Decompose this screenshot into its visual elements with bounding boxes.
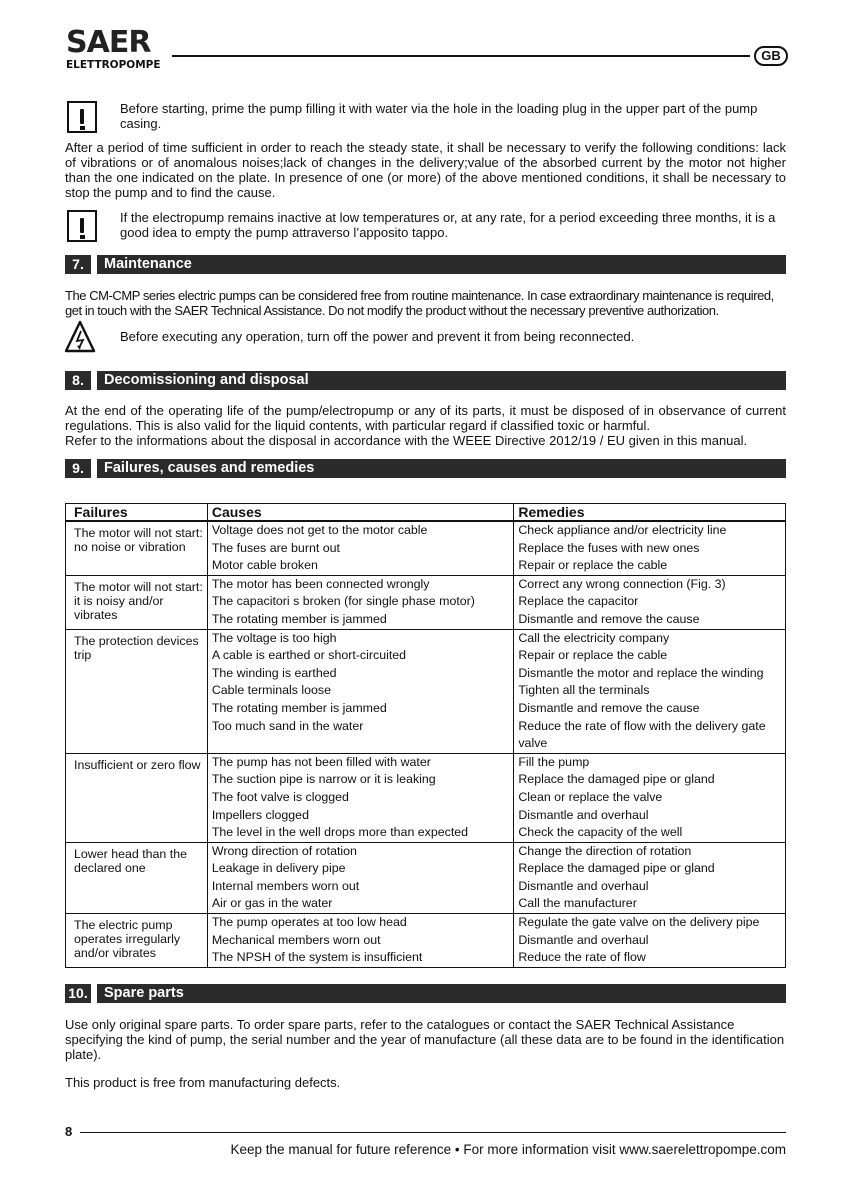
remedy-line: Call the manufacturer [518, 896, 637, 911]
cause-line: The pump operates at too low head [211, 915, 407, 930]
cause-line: The voltage is too high [211, 630, 337, 645]
remedy-line: Clean or replace the valve [518, 789, 663, 804]
remedy-line: Call the electricity company [518, 630, 670, 645]
cause-line: The foot valve is clogged [211, 789, 349, 804]
remedy-line: Dismantle and remove the cause [518, 700, 700, 715]
high-voltage-icon [64, 320, 96, 353]
cause-line: Leakage in delivery pipe [211, 861, 346, 876]
failures-table [65, 503, 786, 968]
cause-line: The fuses are burnt out [211, 540, 340, 555]
footer-rule [80, 1132, 786, 1133]
cause-line: The rotating member is jammed [211, 700, 387, 715]
remedy-line: Replace the capacitor [518, 594, 639, 609]
cause-line: The motor has been connected wrongly [211, 576, 430, 591]
cause-line: Air or gas in the water [211, 896, 333, 911]
inactive-note: If the electropump remains inactive at low temperatures or, at any rate, for a period exceeding three months, it is a good idea to empty the pump attraverso l’apposito tappo. [120, 210, 776, 240]
header-remedies: Remedies [514, 504, 786, 522]
remedies-cell [514, 629, 786, 753]
header-rule [172, 55, 750, 57]
page-number: 8 [65, 1124, 73, 1139]
causes-cell [207, 914, 514, 968]
remedy-line: Dismantle and remove the cause [518, 611, 700, 626]
cause-line: The suction pipe is narrow or it is leaking [211, 772, 436, 787]
remedies-cell [514, 842, 786, 913]
remedy-line: Dismantle and overhaul [518, 932, 649, 947]
table-row [66, 521, 786, 575]
failure-cell: Insufficient or zero flow [66, 753, 208, 842]
maintenance-body: The CM-CMP series electric pumps can be considered free from routine maintenance. In case extraordinary maintenance is required, get in touch with the SAER Technical Assistance. Do not modify the product without the necessary preventive authorization. [65, 288, 774, 318]
cause-line: Internal members worn out [211, 878, 360, 893]
remedies-cell [514, 521, 786, 575]
cause-line: The level in the well drops more than expected [211, 825, 469, 840]
exclamation-icon [67, 101, 97, 133]
failure-cell: The electric pump operates irregularly and/or vibrates [66, 914, 208, 968]
section-title-disposal: Decomissioning and disposal [97, 371, 786, 390]
section-number: 9. [65, 459, 91, 478]
remedy-line: Check appliance and/or electricity line [518, 523, 727, 537]
causes-cell [207, 575, 514, 629]
causes-cell [207, 629, 514, 753]
remedy-line: Replace the damaged pipe or gland [518, 772, 715, 787]
cause-line: Cable terminals loose [211, 683, 331, 698]
remedy-line: Reduce the rate of flow [518, 950, 646, 965]
section-number: 10. [65, 984, 91, 1003]
remedy-line: Dismantle and overhaul [518, 807, 649, 822]
cause-line: Impellers clogged [211, 807, 309, 822]
remedy-line: Tighten all the terminals [518, 683, 650, 698]
header-causes: Causes [207, 504, 514, 522]
cause-line: Wrong direction of rotation [211, 843, 357, 858]
remedies-cell [514, 753, 786, 842]
cause-line: The pump has not been filled with water [211, 754, 431, 769]
remedy-line: Replace the damaged pipe or gland [518, 861, 715, 876]
steady-state-note: After a period of time sufficient in order to reach the steady state, it shall be necessary to verify the following conditions: lack of vibrations or of anomalous noises;lack of changes in the delivery;value of the absorbed current by the motor not higher than the one indicated on the plate. In presence of one (or more) of the above mentioned conditions, it shall be necessary to stop the pump and to find the cause. [65, 140, 786, 200]
remedy-line: Repair or replace the cable [518, 558, 668, 573]
remedy-line: Fill the pump [518, 754, 590, 769]
prime-pump-note: Before starting, prime the pump filling it with water via the hole in the loading plug in the upper part of the pump casing. [120, 101, 758, 131]
cause-line: The rotating member is jammed [211, 611, 387, 626]
causes-cell [207, 753, 514, 842]
table-row [66, 575, 786, 629]
footer-text: Keep the manual for future reference • For more information visit www.saerelettropompe.com [230, 1142, 786, 1157]
cause-line: Mechanical members worn out [211, 932, 381, 947]
failure-cell: The protection devices trip [66, 629, 208, 753]
cause-line: A cable is earthed or short-circuited [211, 648, 407, 663]
table-row [66, 753, 786, 842]
remedy-line: Dismantle the motor and replace the winding [518, 665, 764, 680]
header-failures: Failures [66, 504, 208, 522]
causes-cell [207, 842, 514, 913]
remedies-cell [514, 575, 786, 629]
cause-line: The NPSH of the system is insufficient [211, 950, 423, 965]
language-badge: GB [754, 46, 788, 66]
remedy-line: Correct any wrong connection (Fig. 3) [518, 576, 726, 591]
failure-cell: The motor will not start: it is noisy and/or vibrates [66, 575, 208, 629]
remedy-line: Regulate the gate valve on the delivery pipe [518, 915, 760, 930]
cause-line: The capacitori s broken (for single phase motor) [211, 594, 475, 609]
failure-cell: Lower head than the declared one [66, 842, 208, 913]
exclamation-icon [67, 210, 97, 242]
remedy-line: Check the capacity of the well [518, 825, 683, 840]
maintenance-danger-note: Before executing any operation, turn off the power and prevent it from being reconnected. [120, 329, 635, 344]
logo-wordmark: SAER [66, 25, 151, 60]
cause-line: The winding is earthed [211, 665, 337, 680]
remedy-line: Dismantle and overhaul [518, 878, 649, 893]
section-title-spare-parts: Spare parts [97, 984, 786, 1003]
remedy-line: Replace the fuses with new ones [518, 540, 700, 555]
disposal-body: At the end of the operating life of the pump/electropump or any of its parts, it must be disposed of in observance of current regulations. This is also valid for the liquid contents, with particular regard if classified toxic or harmful. [65, 403, 786, 433]
cause-line: Too much sand in the water [211, 718, 364, 733]
remedy-line: Repair or replace the cable [518, 648, 668, 663]
table-row [66, 914, 786, 968]
remedy-line: Change the direction of rotation [518, 843, 692, 858]
logo-subtitle: ELETTROPOMPE [66, 59, 161, 71]
causes-cell [207, 521, 514, 575]
cause-line: Motor cable broken [211, 558, 318, 573]
remedy-line: Reduce the rate of flow with the delivery gate valve [518, 718, 766, 751]
defects-note: This product is free from manufacturing defects. [65, 1075, 341, 1090]
table-row [66, 842, 786, 913]
saer-logo [66, 25, 166, 74]
section-number: 8. [65, 371, 91, 390]
cause-line: Voltage does not get to the motor cable [211, 523, 428, 537]
spare-parts-body: Use only original spare parts. To order spare parts, refer to the catalogues or contact the SAER Technical Assistance specifying the kind of pump, the serial number and the year of manufacture (all these data are to be found in the identification plate). [65, 1017, 785, 1062]
table-row [66, 629, 786, 753]
table-header-row [66, 504, 786, 522]
section-title-failures: Failures, causes and remedies [97, 459, 786, 478]
section-title-maintenance: Maintenance [97, 255, 786, 274]
remedies-cell [514, 914, 786, 968]
disposal-weee: Refer to the informations about the disposal in accordance with the WEEE Directive 2012/19 / EU given in this manual. [65, 433, 748, 448]
section-number: 7. [65, 255, 91, 274]
failure-cell: The motor will not start: no noise or vibration [66, 521, 208, 575]
